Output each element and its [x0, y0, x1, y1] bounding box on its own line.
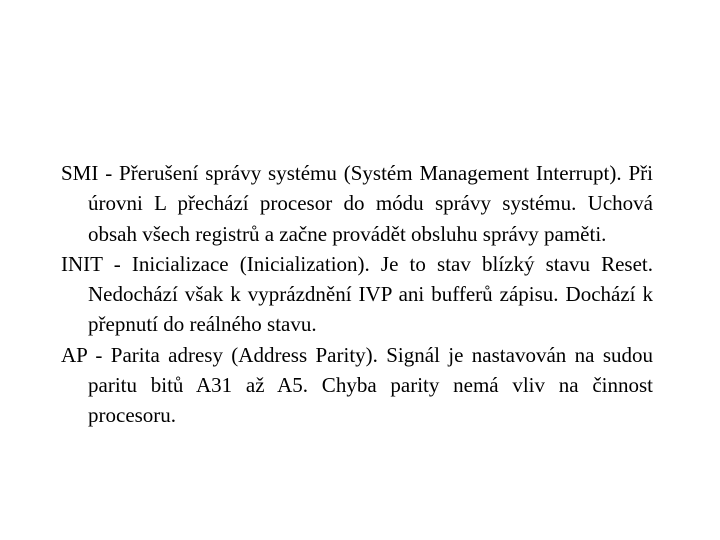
entry-smi: SMI - Přerušení správy systému (Systém Management Interrupt). Při úrovni L přechází procesor do módu správy systému. Uchová obsah všech registrů a začne provádět obsluhu správy paměti. [61, 161, 653, 246]
entry-init: INIT - Inicializace (Inicialization). Je to stav blízký stavu Reset. Nedochází však k vyprázdnění IVP ani bufferů zápisu. Dochází k přepnutí do reálného stavu. [61, 251, 653, 337]
slide-body [61, 158, 653, 431]
entry-ap: AP - Parita adresy (Address Parity). Signál je nastavován na sudou paritu bitů A31 až A5. Chyba parity nemá vliv na činnost procesoru. [61, 342, 653, 428]
